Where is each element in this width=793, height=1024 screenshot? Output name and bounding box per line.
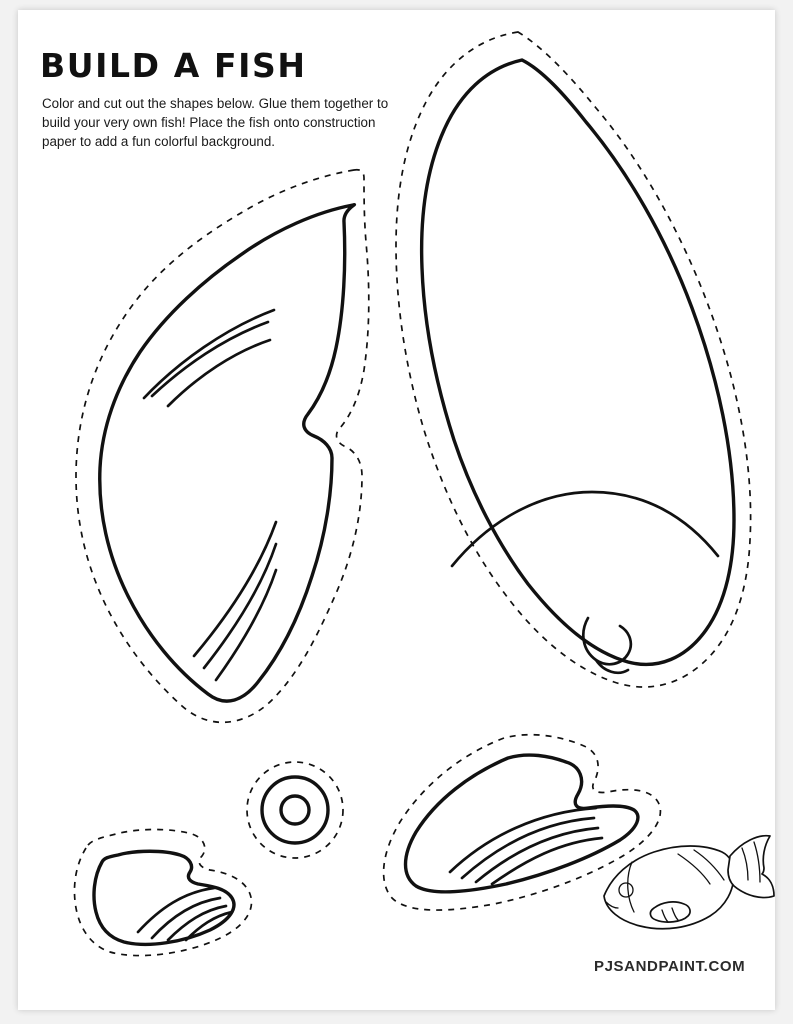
instructions-text: Color and cut out the shapes below. Glue them together to build your very own fish! Place the fish onto construction paper to add a fun colorful background.	[42, 96, 389, 149]
piece-small-fin	[74, 830, 251, 956]
watermark-text: PJSANDPAINT.COM	[594, 958, 746, 975]
assembled-fish-example	[604, 836, 774, 929]
cutout-shapes	[18, 10, 775, 1010]
eye-pupil	[281, 796, 309, 824]
fish-body-outline	[422, 60, 734, 664]
paper-sheet	[18, 10, 775, 1010]
piece-fish-body	[396, 32, 751, 687]
tail-fin-outline	[100, 205, 355, 702]
small-fin-outline	[94, 851, 234, 944]
page-title: BUILD A FISH	[40, 46, 307, 85]
piece-tail-fin	[76, 170, 369, 723]
piece-eye	[247, 762, 343, 858]
example-fish-tail	[728, 836, 774, 898]
